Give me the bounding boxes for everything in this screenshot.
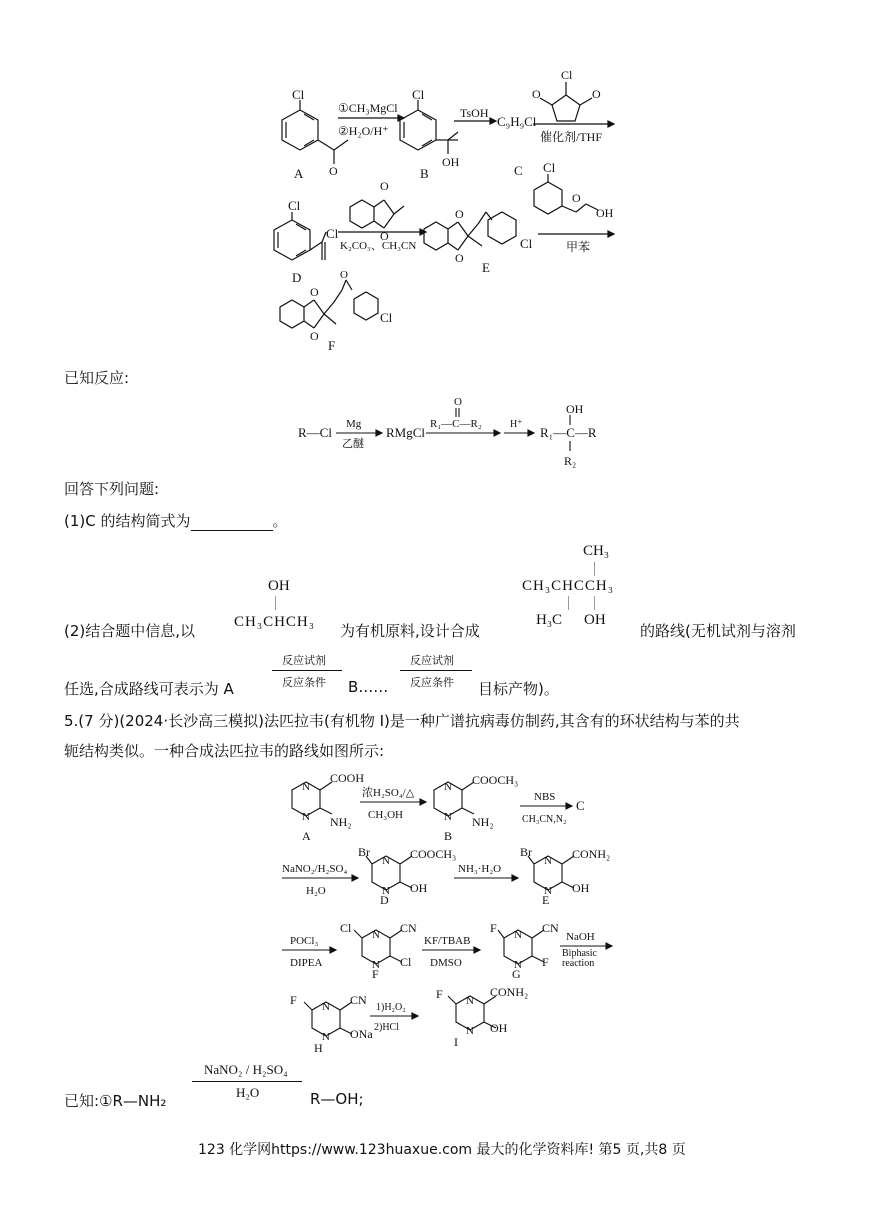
page-footer: 123 化学网https://www.123huaxue.com 最大的化学资料库! 第5 页,共8 页 xyxy=(198,1142,686,1158)
svg-text:CONH₂: CONH₂ xyxy=(572,847,611,861)
svg-text:NaNO₂/H₂SO₄: NaNO₂/H₂SO₄ xyxy=(282,863,348,875)
label-b: B xyxy=(420,166,429,181)
svg-text:N: N xyxy=(514,929,522,941)
mcpba-reagent xyxy=(534,160,614,220)
molecule-i2 xyxy=(436,985,528,1049)
svg-text:F: F xyxy=(436,987,443,1001)
label-c2: C xyxy=(576,798,585,813)
answer-blank[interactable] xyxy=(191,516,273,531)
svg-text:Mg: Mg xyxy=(346,418,362,430)
problem-5-line-1: 5.(7 分)(2024·长沙高三模拟)法匹拉韦(有机物 I)是一种广谱抗病毒仿制药,其含有的环状结构与苯的共 xyxy=(64,712,740,730)
svg-text:N: N xyxy=(382,855,390,867)
svg-text:乙醚: 乙醚 xyxy=(342,438,364,450)
label-i2: I xyxy=(454,1035,458,1049)
problem-5-line-2: 轭结构类似。一种合成法匹拉韦的路线如图所示: xyxy=(64,742,385,760)
molecule-e2 xyxy=(520,845,610,907)
svg-text:N: N xyxy=(466,995,474,1007)
svg-text:OH: OH xyxy=(572,881,590,895)
label-d: D xyxy=(292,270,302,285)
molecule-a-pyrazine xyxy=(292,771,364,843)
molecule-h2 xyxy=(290,993,373,1055)
svg-text:Br: Br xyxy=(520,845,532,859)
svg-text:N: N xyxy=(444,781,452,793)
svg-text:O: O xyxy=(340,269,348,281)
svg-text:Cl: Cl xyxy=(288,198,301,213)
synthesis-scheme-2 xyxy=(0,770,894,1080)
svg-text:Br: Br xyxy=(358,845,370,859)
svg-text:TsOH: TsOH xyxy=(460,106,489,120)
question-2-line2: 任选,合成路线可表示为 A xyxy=(64,680,234,698)
svg-text:N: N xyxy=(372,929,380,941)
svg-text:OH: OH xyxy=(490,1021,508,1035)
svg-text:Biphasic: Biphasic xyxy=(562,948,597,959)
svg-text:N: N xyxy=(302,781,310,793)
svg-text:N: N xyxy=(302,811,310,823)
svg-text:O: O xyxy=(455,251,464,265)
molecule-b-pyrazine xyxy=(434,773,518,843)
known-reaction-scheme xyxy=(0,395,894,475)
label-g2: G xyxy=(512,967,521,981)
svg-text:F: F xyxy=(290,993,297,1007)
svg-text:O: O xyxy=(380,179,389,193)
svg-text:N: N xyxy=(544,855,552,867)
chlorine-label: Cl xyxy=(292,87,305,102)
label-c: C xyxy=(514,163,523,178)
svg-text:R—Cl: R—Cl xyxy=(298,425,332,440)
molecule-d2 xyxy=(358,845,456,907)
svg-text:OH: OH xyxy=(410,881,428,895)
label-h2: H xyxy=(314,1041,323,1055)
molecule-f2 xyxy=(340,921,417,981)
svg-text:F: F xyxy=(490,921,497,935)
svg-text:H₂O: H₂O xyxy=(306,885,326,897)
svg-text:CN: CN xyxy=(400,921,417,935)
question-2-prefix: (2)结合题中信息,以 xyxy=(64,622,196,640)
q2-reactant-formula: CH₃CHCH₃ xyxy=(234,614,315,630)
svg-text:O: O xyxy=(310,329,319,343)
svg-text:CH₃OH: CH₃OH xyxy=(368,809,404,821)
svg-text:2)HCl: 2)HCl xyxy=(374,1022,399,1033)
svg-text:O: O xyxy=(329,164,338,178)
question-2-mid: 为有机原料,设计合成 xyxy=(340,622,480,640)
svg-text:O: O xyxy=(380,229,389,243)
svg-text:O: O xyxy=(455,207,464,221)
synthesis-scheme-1 xyxy=(0,0,894,360)
svg-text:KF/TBAB: KF/TBAB xyxy=(424,935,471,947)
label-f2: F xyxy=(372,967,379,981)
svg-text:催化剂/THF: 催化剂/THF xyxy=(540,130,603,144)
svg-text:Cl: Cl xyxy=(380,310,393,325)
route-arrow-1 xyxy=(272,670,342,671)
question-1: (1)C 的结构简式为 。 xyxy=(64,512,288,530)
svg-text:OH: OH xyxy=(442,155,460,169)
svg-text:Cl: Cl xyxy=(400,955,412,969)
route-arrow-2 xyxy=(400,670,472,671)
svg-text:N: N xyxy=(322,1001,330,1013)
svg-text:浓H₂SO₄/△: 浓H₂SO₄/△ xyxy=(362,787,415,799)
svg-text:CN: CN xyxy=(350,993,367,1007)
svg-text:Cl: Cl xyxy=(326,226,339,241)
label-e: E xyxy=(482,260,490,275)
svg-text:N: N xyxy=(322,1031,330,1043)
svg-text:NH₂: NH₂ xyxy=(472,815,494,829)
molecule-b xyxy=(400,87,460,181)
svg-text:Cl: Cl xyxy=(412,87,425,102)
svg-text:CONH₂: CONH₂ xyxy=(490,985,529,999)
indanedione-reagent xyxy=(350,179,404,243)
svg-text:K₂CO₃、CH₃CN: K₂CO₃、CH₃CN xyxy=(340,240,417,252)
label-a: A xyxy=(294,166,304,181)
label-e2: E xyxy=(542,893,550,907)
q2-target-oh: OH xyxy=(584,612,606,628)
svg-text:O: O xyxy=(310,285,319,299)
svg-text:N: N xyxy=(382,885,390,897)
svg-text:H⁺: H⁺ xyxy=(510,419,523,430)
q2-reactant-oh: OH xyxy=(268,578,290,594)
svg-text:DMSO: DMSO xyxy=(430,957,462,969)
questions-heading: 回答下列问题: xyxy=(64,480,160,498)
svg-text:N: N xyxy=(544,885,552,897)
svg-text:O: O xyxy=(454,396,462,408)
svg-text:OH: OH xyxy=(566,402,584,416)
svg-text:R₁—C—R: R₁—C—R xyxy=(540,425,597,440)
label-f: F xyxy=(328,338,336,353)
svg-text:RMgCl: RMgCl xyxy=(386,425,426,440)
svg-text:Cl: Cl xyxy=(561,68,573,82)
svg-text:Cl: Cl xyxy=(520,236,533,251)
svg-text:Cl: Cl xyxy=(340,921,352,935)
svg-text:NBS: NBS xyxy=(534,791,556,803)
known-2-arrow xyxy=(192,1081,302,1082)
known-2-product: R—OH; xyxy=(310,1090,364,1108)
svg-text:DIPEA: DIPEA xyxy=(290,957,323,969)
q2-target-h3c: H₃C xyxy=(536,612,563,628)
q2-target-formula: CH₃CHCCH₃ xyxy=(522,578,614,594)
svg-text:N: N xyxy=(466,1025,474,1037)
svg-text:CH₃CN,N₂: CH₃CN,N₂ xyxy=(522,814,567,825)
q2-target-ch3: CH₃ xyxy=(583,543,610,559)
svg-text:F: F xyxy=(542,955,549,969)
ncs-reagent-structure xyxy=(532,68,601,121)
svg-text:NaOH: NaOH xyxy=(566,931,595,943)
svg-text:ONa: ONa xyxy=(350,1027,373,1041)
svg-text:R₂: R₂ xyxy=(564,454,577,468)
svg-text:N: N xyxy=(372,959,380,971)
svg-text:O: O xyxy=(572,191,581,205)
molecule-e xyxy=(424,207,533,275)
known-reaction-heading: 已知反应: xyxy=(64,369,130,387)
svg-text:NH₃·H₂O: NH₃·H₂O xyxy=(458,863,502,875)
svg-text:NH₂: NH₂ xyxy=(330,815,352,829)
svg-text:reaction: reaction xyxy=(562,958,595,969)
svg-text:COOCH₃: COOCH₃ xyxy=(410,847,457,861)
svg-text:R₁—C—R₂: R₁—C—R₂ xyxy=(430,418,482,430)
svg-text:POCl₃: POCl₃ xyxy=(290,935,319,947)
known-2-reactant: 已知:①R—NH₂ xyxy=(64,1092,167,1110)
svg-text:①CH₃MgCl: ①CH₃MgCl xyxy=(338,101,398,115)
label-d2: D xyxy=(380,893,389,907)
svg-text:O: O xyxy=(532,87,541,101)
formula-c9h9cl: C₉H₉Cl xyxy=(497,114,537,129)
svg-text:OH: OH xyxy=(596,206,614,220)
svg-text:Cl: Cl xyxy=(543,160,556,175)
label-b2: B xyxy=(444,829,453,843)
svg-text:甲苯: 甲苯 xyxy=(566,240,591,254)
svg-text:N: N xyxy=(514,959,522,971)
molecule-d xyxy=(274,198,339,285)
svg-text:COOH: COOH xyxy=(330,771,365,785)
svg-text:1)H₂O₂: 1)H₂O₂ xyxy=(376,1002,406,1013)
label-a2: A xyxy=(302,829,311,843)
svg-text:CN: CN xyxy=(542,921,559,935)
molecule-g2 xyxy=(490,921,559,981)
svg-text:O: O xyxy=(592,87,601,101)
svg-text:COOCH₃: COOCH₃ xyxy=(472,773,519,787)
svg-text:N: N xyxy=(444,811,452,823)
svg-text:②H₂O/H⁺: ②H₂O/H⁺ xyxy=(338,124,389,138)
question-2-suffix: 的路线(无机试剂与溶剂 xyxy=(640,622,796,640)
